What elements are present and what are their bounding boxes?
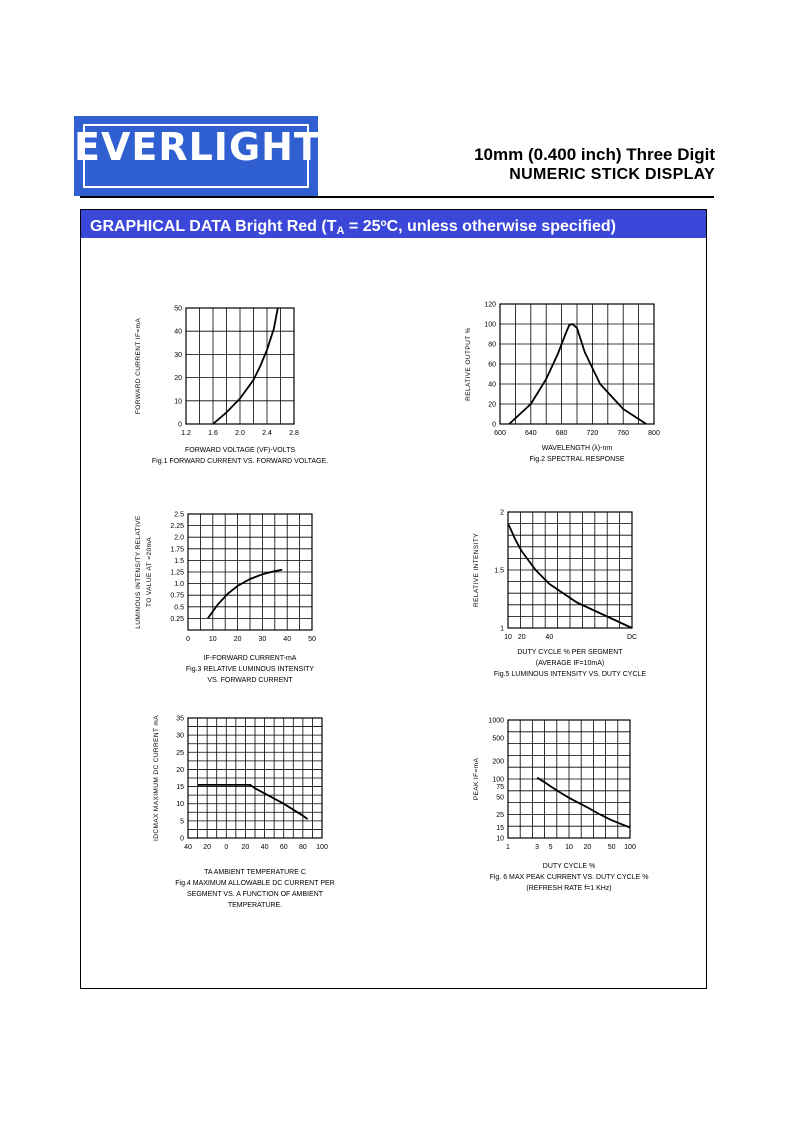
fig3-y-axis-label: LUMINOUS INTENSITY RELATIVE — [135, 515, 142, 629]
title-line-1: 10mm (0.400 inch) Three Digit — [474, 145, 715, 164]
fig4-y-tick-label: 15 — [176, 784, 184, 792]
fig1-x-tick-label: 1.6 — [208, 430, 218, 437]
fig5-y-tick-label: 1.5 — [494, 567, 504, 575]
fig1-grid — [186, 308, 294, 424]
fig4-caption-line: Fig.4 MAXIMUM ALLOWABLE DC CURRENT PER — [175, 880, 335, 887]
fig2-x-axis-label: WAVELENGTH (λ)-nm — [541, 445, 613, 452]
fig5-y-tick-label: 2 — [500, 509, 504, 517]
fig3-y-tick-label: 1.0 — [174, 581, 184, 589]
fig4-grid — [188, 718, 322, 838]
fig5-x-tick-label: 10 — [504, 634, 512, 641]
fig2-x-tick-label: 680 — [555, 430, 568, 437]
fig5-x-tick-label: 20 — [517, 634, 526, 641]
fig4-y-axis-label: IDCMAX MAXIMUM DC CURRENT mA — [153, 715, 160, 841]
fig6-y-tick-label: 500 — [492, 735, 504, 743]
fig4-y-tick-label: 5 — [180, 818, 184, 826]
fig6-caption-line: (REFRESH RATE f=1 KHz) — [526, 885, 612, 892]
fig4-x-tick-label: 40 — [184, 844, 192, 851]
fig6-y-tick-label: 75 — [496, 783, 504, 791]
fig1-forward-current-chart — [110, 300, 330, 470]
fig3-x-tick-label: 0 — [186, 636, 190, 643]
fig4-x-tick-label: 100 — [316, 844, 328, 851]
fig2-x-tick-label: 640 — [524, 430, 537, 437]
fig5-y-tick-label: 1 — [500, 625, 504, 633]
fig4-x-tick-label: 0 — [224, 844, 229, 851]
fig3-grid — [188, 514, 312, 630]
fig6-y-tick-label: 50 — [496, 794, 504, 802]
fig3-x-tick-label: 30 — [258, 636, 267, 643]
fig4-series-line — [198, 785, 308, 819]
fig6-max-peak-current-chart — [452, 712, 682, 912]
fig6-caption-line: Fig. 6 MAX PEAK CURRENT VS. DUTY CYCLE % — [489, 874, 649, 881]
everlight-logo — [74, 116, 321, 196]
fig1-y-tick-label: 30 — [174, 351, 182, 359]
fig6-x-axis-label: DUTY CYCLE % — [542, 863, 596, 870]
fig1-x-axis-label: FORWARD VOLTAGE (VF)-VOLTS — [184, 447, 296, 454]
fig2-x-tick-label: 720 — [586, 430, 599, 437]
fig4-x-axis-label: TA AMBIENT TEMPERATURE C — [204, 869, 306, 876]
fig3-y-axis-label: TO VALUE AT =20mA — [146, 536, 153, 608]
fig5-grid — [508, 512, 632, 628]
fig6-x-tick-label: 20 — [583, 844, 592, 851]
fig2-x-tick-label: 760 — [617, 430, 630, 437]
fig4-x-tick-label: 20 — [241, 844, 250, 851]
fig1-series-line — [213, 308, 278, 424]
fig3-y-tick-label: 2.5 — [174, 511, 184, 519]
fig4-y-tick-label: 20 — [176, 766, 184, 774]
fig6-y-tick-label: 25 — [496, 812, 504, 820]
section-title-prefix: GRAPHICAL DATA Bright Red (T — [90, 218, 337, 235]
fig1-y-tick-label: 40 — [174, 328, 182, 336]
fig5-caption-line: DUTY CYCLE % PER SEGMENT — [517, 649, 623, 656]
fig3-relative-luminous-intensity-chart — [125, 506, 335, 696]
fig2-y-tick-label: 80 — [488, 341, 496, 349]
fig2-caption-line: Fig.2 SPECTRAL RESPONSE — [529, 456, 625, 463]
fig3-y-tick-label: 2.0 — [174, 534, 184, 542]
header-rule — [80, 196, 714, 198]
fig4-y-tick-label: 0 — [180, 835, 184, 843]
fig4-caption-line: SEGMENT VS. A FUNCTION OF AMBIENT — [186, 891, 324, 898]
fig2-y-tick-label: 120 — [484, 301, 496, 309]
fig6-x-tick-label: 50 — [607, 844, 616, 851]
fig3-x-tick-label: 40 — [283, 636, 292, 643]
fig2-y-tick-label: 20 — [488, 401, 496, 409]
fig1-y-tick-label: 50 — [174, 305, 182, 313]
fig5-caption-line: (AVERAGE IF=10mA) — [535, 660, 605, 667]
fig3-x-tick-label: 10 — [208, 636, 217, 643]
fig6-x-tick-label: 1 — [506, 844, 510, 851]
fig4-x-tick-label: 40 — [260, 844, 269, 851]
fig6-x-tick-label: 100 — [624, 844, 636, 851]
fig2-y-axis-label: RELATIVE OUTPUT % — [465, 327, 472, 401]
fig6-x-tick-label: 5 — [548, 844, 553, 851]
fig4-caption-line: TEMPERATURE. — [227, 902, 283, 909]
section-title-suffix: C, unless otherwise specified) — [386, 218, 616, 235]
fig4-y-tick-label: 30 — [176, 732, 184, 740]
fig6-y-tick-label: 10 — [496, 835, 504, 843]
fig2-x-tick-label: 600 — [494, 430, 506, 437]
section-title-sup: o — [380, 218, 387, 229]
fig3-x-tick-label: 20 — [233, 636, 242, 643]
fig3-y-tick-label: 1.5 — [174, 557, 184, 565]
fig6-y-tick-label: 100 — [492, 776, 504, 784]
fig1-x-tick-label: 1.2 — [181, 430, 191, 437]
fig3-y-tick-label: 1.75 — [170, 546, 184, 554]
fig6-y-axis-label: PEAK IF=mA — [473, 757, 480, 801]
fig4-y-tick-label: 10 — [176, 801, 184, 809]
fig3-caption-line: Fig.3 RELATIVE LUMINOUS INTENSITY — [185, 666, 315, 673]
fig6-y-tick-label: 200 — [492, 758, 504, 766]
fig5-intensity-vs-duty-cycle-chart — [452, 504, 682, 698]
fig4-max-dc-current-chart — [130, 712, 350, 932]
fig5-x-tick-label: DC — [626, 634, 638, 641]
fig2-y-tick-label: 0 — [492, 421, 496, 429]
fig1-y-tick-label: 10 — [174, 398, 182, 406]
fig2-y-tick-label: 60 — [488, 361, 496, 369]
document-title — [474, 145, 715, 185]
fig4-y-tick-label: 35 — [176, 715, 184, 723]
fig1-caption-line: Fig.1 FORWARD CURRENT VS. FORWARD VOLTAGE. — [151, 458, 329, 465]
fig4-x-tick-label: 20 — [203, 844, 212, 851]
fig3-y-tick-label: 2.25 — [170, 523, 184, 531]
fig1-y-tick-label: 20 — [174, 375, 182, 383]
fig3-x-axis-label: IF-FORWARD CURRENT-mA — [203, 655, 297, 662]
fig3-y-tick-label: 0.75 — [170, 592, 184, 600]
fig1-x-tick-label: 2.0 — [235, 430, 245, 437]
fig3-series-line — [208, 570, 282, 619]
section-title-band — [81, 210, 706, 238]
fig5-y-axis-label: RELATIVE INTENSITY — [473, 533, 480, 607]
fig3-y-tick-label: 0.25 — [170, 615, 184, 623]
fig6-y-tick-label: 1000 — [488, 717, 504, 725]
fig2-spectral-response-chart — [452, 296, 682, 472]
fig6-x-tick-label: 3 — [535, 844, 540, 851]
fig3-caption-line: VS. FORWARD CURRENT — [207, 677, 293, 684]
fig1-x-tick-label: 2.4 — [262, 430, 272, 437]
fig5-x-tick-label: 40 — [545, 634, 554, 641]
fig2-grid — [500, 304, 654, 424]
fig4-y-tick-label: 25 — [176, 749, 184, 757]
fig6-y-tick-label: 15 — [496, 825, 504, 833]
section-title-mid: = 25 — [344, 218, 381, 235]
section-title-sub: A — [336, 225, 345, 237]
fig6-x-tick-label: 10 — [565, 844, 573, 851]
fig1-y-tick-label: 0 — [178, 421, 182, 429]
fig2-y-tick-label: 40 — [488, 381, 496, 389]
logo-text: EVERLIGHT — [74, 125, 321, 169]
fig3-x-tick-label: 50 — [308, 636, 316, 643]
fig4-x-tick-label: 80 — [298, 844, 307, 851]
fig4-x-tick-label: 60 — [279, 844, 288, 851]
fig2-x-tick-label: 800 — [648, 430, 660, 437]
fig5-caption-line: Fig.5 LUMINOUS INTENSITY VS. DUTY CYCLE — [493, 671, 647, 678]
fig1-x-tick-label: 2.8 — [289, 430, 299, 437]
fig2-series-line — [509, 324, 646, 424]
fig3-y-tick-label: 0.5 — [174, 604, 184, 612]
fig2-y-tick-label: 100 — [484, 321, 496, 329]
title-line-2: NUMERIC STICK DISPLAY — [509, 166, 715, 183]
fig1-y-axis-label: FORWARD CURRENT IF=mA — [135, 317, 142, 415]
fig3-y-tick-label: 1.25 — [170, 569, 184, 577]
